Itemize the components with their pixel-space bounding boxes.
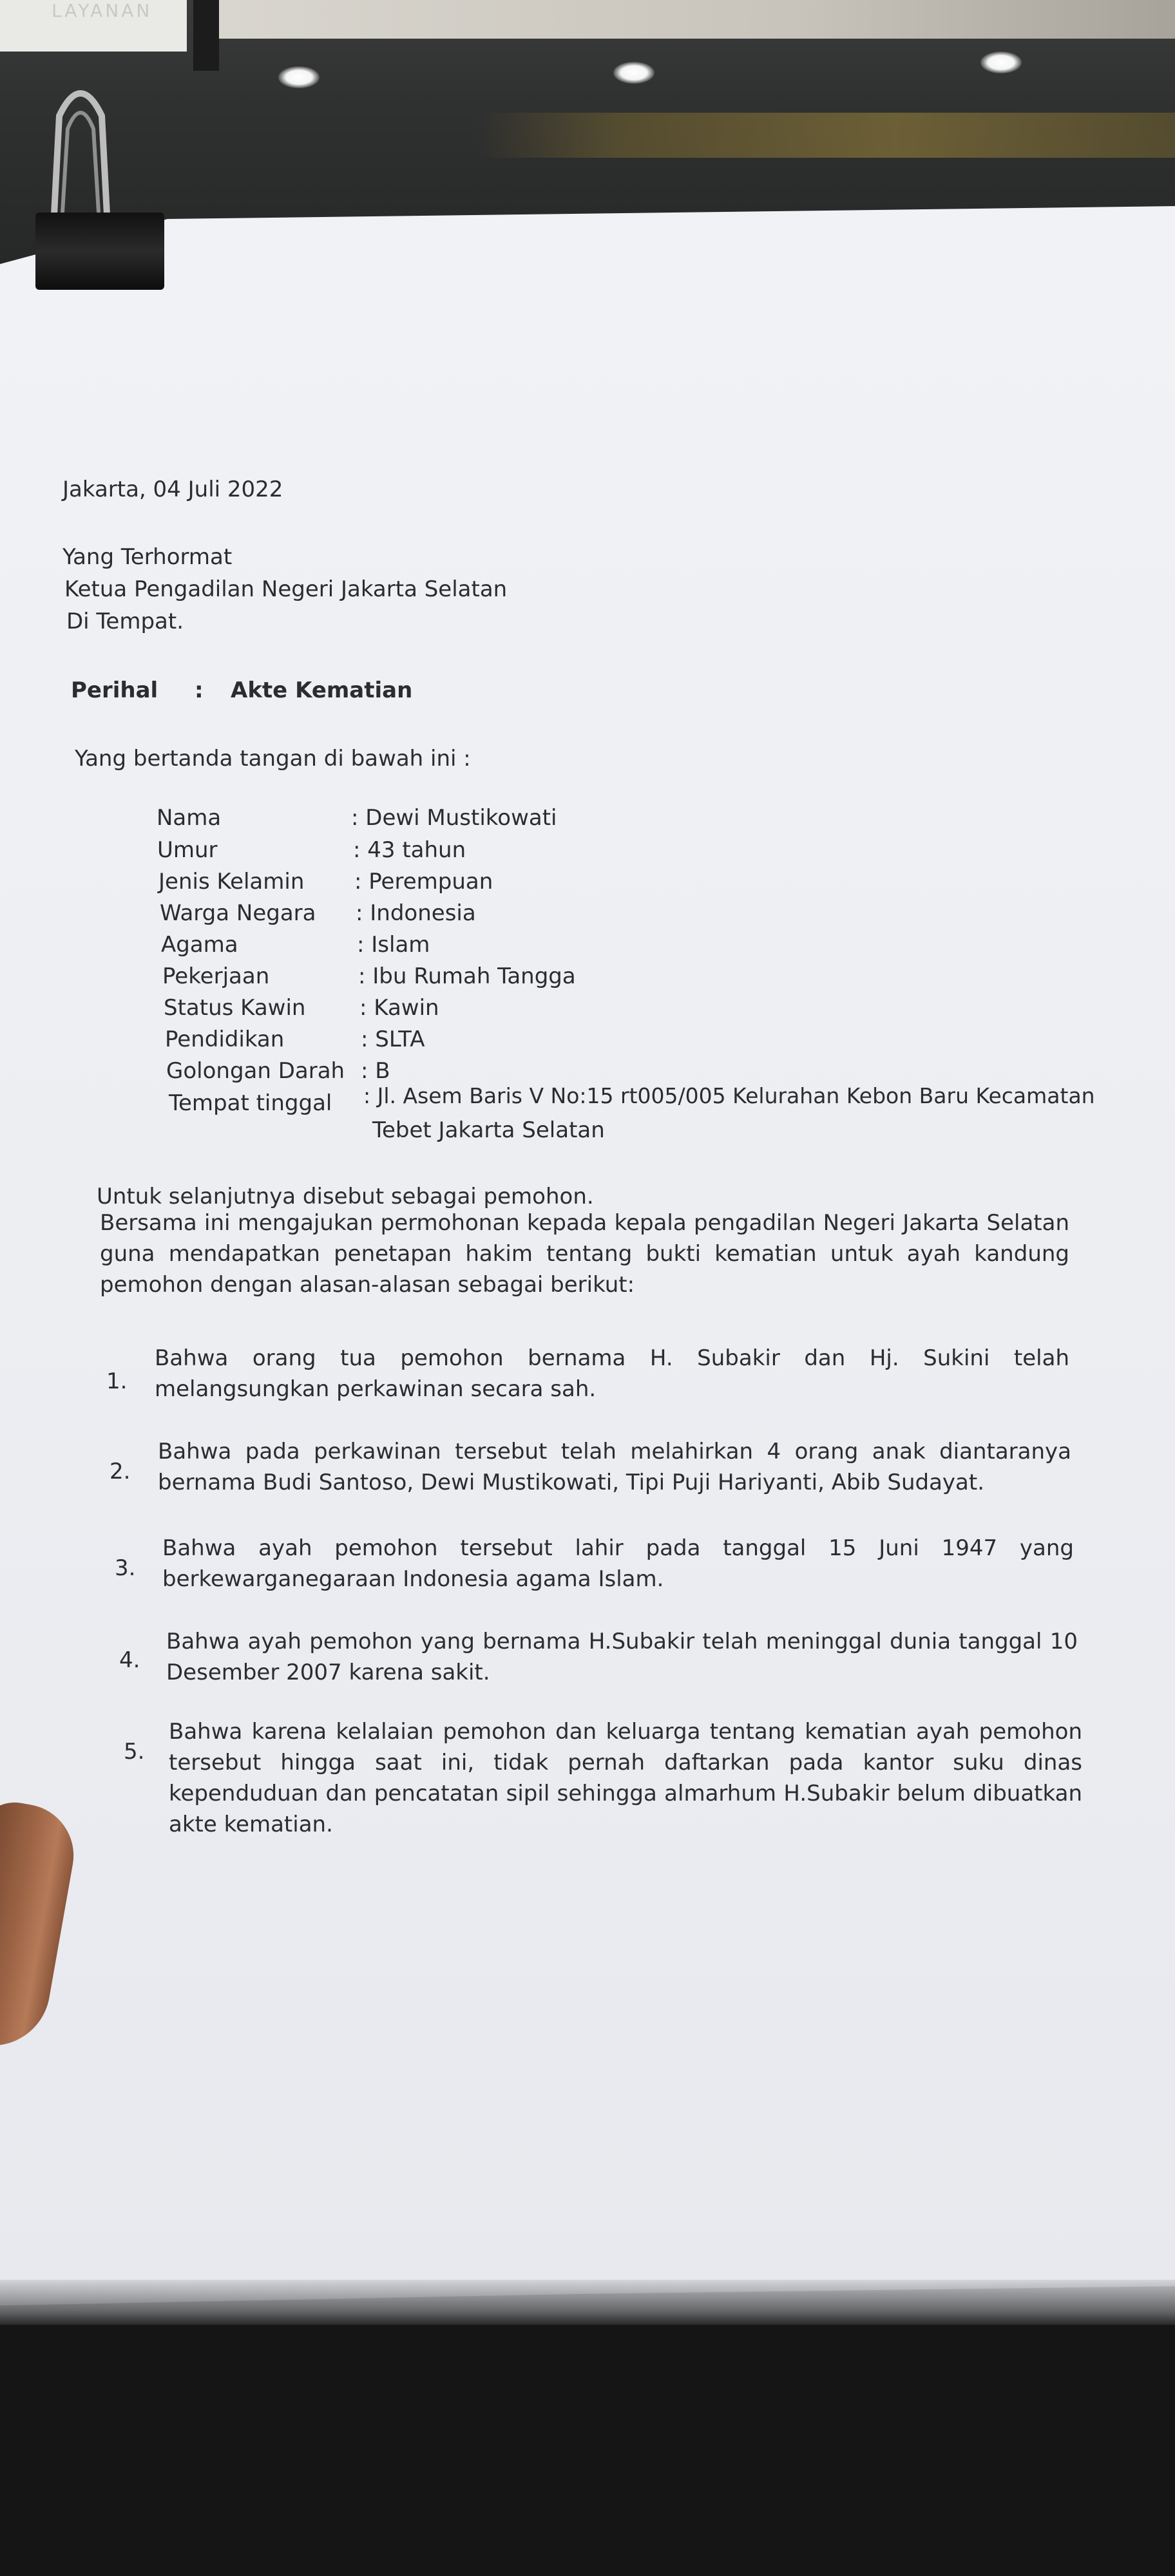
subject-label: Perihal xyxy=(71,677,158,703)
field-value-status-kawin: : Kawin xyxy=(359,995,439,1021)
reason-item: Bahwa orang tua pemohon bernama H. Subakir dan Hj. Sukini telah melangsungkan perkawinan secara sah. xyxy=(155,1345,1069,1402)
field-value-jenis-kelamin: : Perempuan xyxy=(354,869,493,895)
letter-salutation: Yang Terhormat xyxy=(62,544,233,570)
letter-location: Di Tempat. xyxy=(66,609,184,634)
field-value-warga-negara: : Indonesia xyxy=(356,900,476,926)
field-label-umur: Umur xyxy=(157,837,218,863)
letter-intro: Yang bertanda tangan di bawah ini : xyxy=(75,746,471,772)
reason-number: 4. xyxy=(119,1647,140,1673)
field-value-pendidikan: : SLTA xyxy=(361,1027,425,1052)
reason-item: Bahwa karena kelalaian pemohon dan keluarga tentang kematian ayah pemohon tersebut hingga saat ini, tidak pernah daftarkan pada kantor suku dinas kependuduan dan pencatatan sipil sehingga almarhum H.Subakir belum dibuatkan akte kematian. xyxy=(169,1719,1082,1837)
field-value-nama: : Dewi Mustikowati xyxy=(351,805,557,831)
field-label-nama: Nama xyxy=(157,805,222,831)
field-value-tempat-tinggal-line2: Tebet Jakarta Selatan xyxy=(372,1117,605,1143)
field-label-golongan-darah: Golongan Darah xyxy=(166,1058,345,1084)
field-value-tempat-tinggal: : Jl. Asem Baris V No:15 rt005/005 Kelurahan Kebon Baru Kecamatan xyxy=(363,1083,1095,1108)
reason-item: Bahwa pada perkawinan tersebut telah melahirkan 4 orang anak diantaranya bernama Budi Santoso, Dewi Mustikowati, Tipi Puji Hariyanti, Abib Sudayat. xyxy=(158,1439,1071,1495)
field-label-status-kawin: Status Kawin xyxy=(164,995,306,1021)
field-value-agama: : Islam xyxy=(357,932,430,958)
reason-number: 2. xyxy=(110,1459,131,1484)
subject-colon: : xyxy=(195,677,204,703)
reason-number: 1. xyxy=(106,1368,128,1394)
field-value-golongan-darah: : B xyxy=(361,1058,390,1084)
applicant-note: Untuk selanjutnya disebut sebagai pemohon. xyxy=(97,1184,594,1209)
field-label-agama: Agama xyxy=(161,932,238,958)
reason-item: Bahwa ayah pemohon tersebut lahir pada tanggal 15 Juni 1947 yang berkewarganegaraan Indonesia agama Islam. xyxy=(162,1535,1074,1592)
reason-number: 5. xyxy=(124,1739,145,1765)
field-label-pekerjaan: Pekerjaan xyxy=(162,963,270,989)
letter-date: Jakarta, 04 Juli 2022 xyxy=(62,477,283,502)
background-sign-text: LAYANAN xyxy=(52,0,153,19)
request-paragraph: Bersama ini mengajukan permohonan kepada kepala pengadilan Negeri Jakarta Selatan guna mendapatkan penetapan hakim tentang bukti kematian untuk ayah kandung pemohon dengan alasan-alasan sebagai berikut: xyxy=(100,1210,1069,1298)
field-label-tempat-tinggal: Tempat tinggal xyxy=(169,1090,332,1116)
reason-number: 3. xyxy=(115,1555,136,1581)
field-value-pekerjaan: : Ibu Rumah Tangga xyxy=(358,963,576,989)
reason-item: Bahwa ayah pemohon yang bernama H.Subakir telah meninggal dunia tanggal 10 Desember 2007 karena sakit. xyxy=(166,1629,1078,1685)
subject-title: Akte Kematian xyxy=(231,677,413,703)
field-value-umur: : 43 tahun xyxy=(353,837,466,863)
field-label-pendidikan: Pendidikan xyxy=(165,1027,285,1052)
field-label-warga-negara: Warga Negara xyxy=(160,900,316,926)
field-label-jenis-kelamin: Jenis Kelamin xyxy=(158,869,305,895)
letter-recipient: Ketua Pengadilan Negeri Jakarta Selatan xyxy=(64,576,508,602)
